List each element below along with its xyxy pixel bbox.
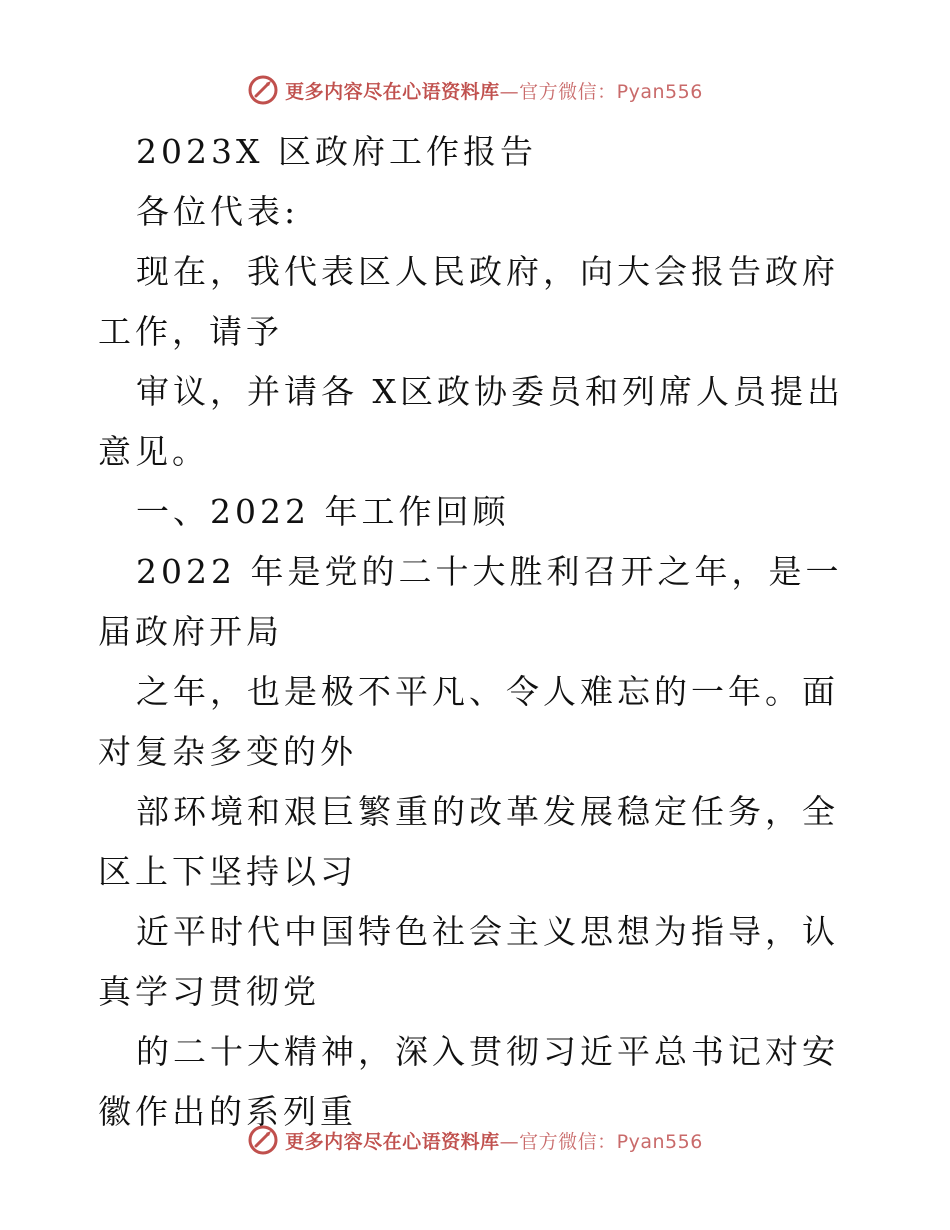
brand-logo-icon bbox=[247, 1124, 279, 1156]
watermark-header bbox=[0, 70, 950, 110]
doc-paragraph: 部环境和艰巨繁重的改革发展稳定任务，全区上下坚持以习 bbox=[98, 792, 839, 891]
doc-salutation: 各位代表: bbox=[136, 192, 300, 231]
watermark-separator: — bbox=[499, 80, 520, 103]
document-body bbox=[98, 122, 858, 1142]
doc-title: 2023X 区政府工作报告 bbox=[136, 132, 537, 171]
watermark-main: 更多内容尽在心语资料库 bbox=[285, 1130, 500, 1153]
doc-paragraph: 2022 年是党的二十大胜利召开之年，是一届政府开局 bbox=[98, 552, 843, 651]
watermark-wechat: 官方微信：Pyan556 bbox=[519, 80, 703, 103]
watermark-main: 更多内容尽在心语资料库 bbox=[285, 80, 500, 103]
watermark-separator: — bbox=[499, 1130, 520, 1153]
doc-paragraph: 现在，我代表区人民政府，向大会报告政府工作，请予 bbox=[98, 252, 839, 351]
watermark-wechat: 官方微信：Pyan556 bbox=[519, 1130, 703, 1153]
doc-paragraph: 近平时代中国特色社会主义思想为指导，认真学习贯彻党 bbox=[98, 912, 839, 1011]
doc-paragraph: 审议，并请各 X区政协委员和列席人员提出意见。 bbox=[98, 372, 844, 471]
doc-paragraph: 的二十大精神，深入贯彻习近平总书记对安徽作出的系列重 bbox=[98, 1032, 839, 1131]
watermark-text bbox=[285, 1127, 703, 1154]
brand-logo-icon bbox=[247, 74, 279, 106]
doc-section-heading: 一、2022 年工作回顾 bbox=[136, 492, 510, 531]
watermark-footer bbox=[0, 1120, 950, 1160]
doc-paragraph: 之年，也是极不平凡、令人难忘的一年。面对复杂多变的外 bbox=[98, 672, 839, 771]
watermark-text bbox=[285, 77, 703, 104]
